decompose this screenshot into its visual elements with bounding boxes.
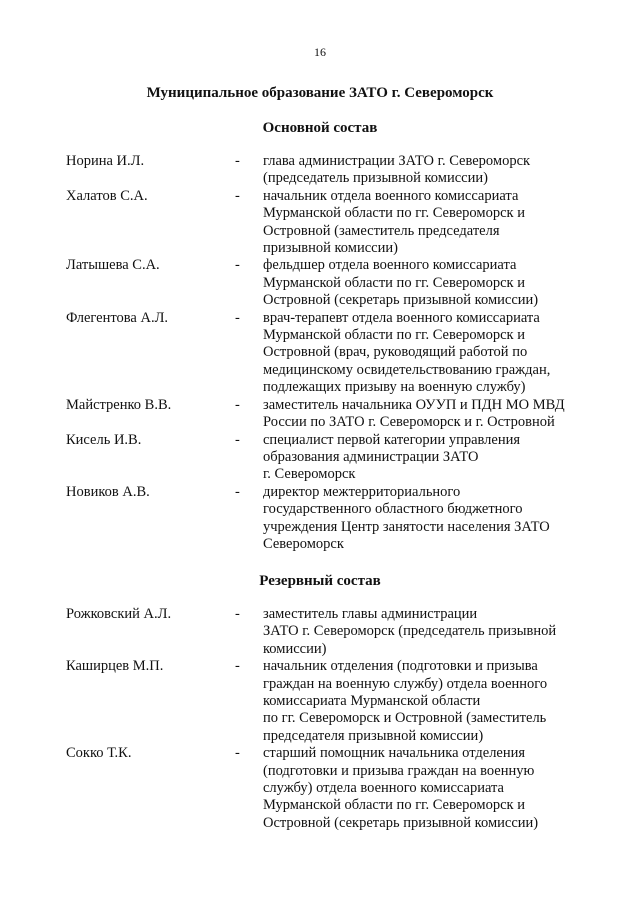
member-row [0, 153, 640, 188]
member-dash: - [235, 153, 240, 169]
member-row [0, 745, 640, 832]
main-members-list [0, 153, 640, 553]
member-role: начальник отдела военного комиссариата Мурманской области по гг. Североморск и Островной (заместитель председателя призывной комиссии) [263, 187, 525, 257]
member-name: Латышева С.А. [66, 257, 160, 274]
member-role: фельдшер отдела военного комиссариата Мурманской области по гг. Североморск и Островной (секретарь призывной комиссии) [263, 257, 539, 309]
member-role: старший помощник начальника отделения (подготовки и призыва граждан на военную службу) отдела военного комиссариата Мурманской области по гг. Североморск и Островной (секретарь призывной комиссии) [263, 745, 539, 831]
member-row [0, 658, 640, 745]
member-row [0, 310, 640, 397]
member-dash: - [235, 396, 240, 413]
member-role: специалист первой категории управления образования администрации ЗАТО г. Североморск [263, 431, 521, 483]
member-name: Каширцев М.П. [66, 658, 164, 675]
member-name: Майстренко В.В. [66, 396, 172, 413]
document-title: Муниципальное образование ЗАТО г. Североморск [146, 85, 494, 101]
main-section-heading: Основной состав [262, 120, 378, 136]
member-role: врач-терапевт отдела военного комиссариата Мурманской области по гг. Североморск и Островной (врач, руководящий работой по медицинскому освидетельствованию граждан, подлежащих призыву на военную службу) [263, 309, 551, 396]
member-row [0, 188, 640, 258]
member-row [0, 432, 640, 484]
member-dash: - [235, 658, 240, 675]
member-dash: - [235, 483, 240, 500]
member-dash: - [235, 606, 240, 622]
member-name: Кисель И.В. [66, 431, 142, 448]
member-row [0, 484, 640, 554]
member-name: Сокко Т.К. [66, 745, 132, 762]
member-role: глава администрации ЗАТО г. Североморск (председатель призывной комиссии) [263, 153, 531, 187]
member-name: Халатов С.А. [66, 187, 148, 204]
member-row [0, 257, 640, 309]
reserve-members-list [0, 606, 640, 832]
member-row [0, 606, 640, 658]
member-role: начальник отделения (подготовки и призыва граждан на военную службу) отдела военного комиссариата Мурманской области по гг. Североморск и Островной (заместитель председателя призывной комиссии) [263, 658, 548, 744]
member-role: заместитель начальника ОУУП и ПДН МО МВД России по ЗАТО г. Североморск и г. Островной [263, 396, 565, 431]
member-dash: - [235, 309, 240, 326]
member-role: заместитель главы администрации ЗАТО г. Североморск (председатель призывной комиссии) [263, 606, 557, 657]
member-role: директор межтерриториального государственного областного бюджетного учреждения Центр занятости населения ЗАТО Североморск [263, 483, 550, 552]
member-name: Новиков А.В. [66, 483, 150, 500]
member-dash: - [235, 257, 240, 274]
member-dash: - [235, 745, 240, 762]
member-row [0, 397, 640, 432]
member-name: Рожковский А.Л. [66, 606, 172, 622]
page-number: 16 [314, 45, 326, 59]
member-dash: - [235, 187, 240, 204]
reserve-section-heading: Резервный состав [259, 573, 381, 589]
member-dash: - [235, 431, 240, 448]
member-name: Норина И.Л. [66, 153, 145, 169]
member-name: Флегентова А.Л. [66, 309, 169, 326]
